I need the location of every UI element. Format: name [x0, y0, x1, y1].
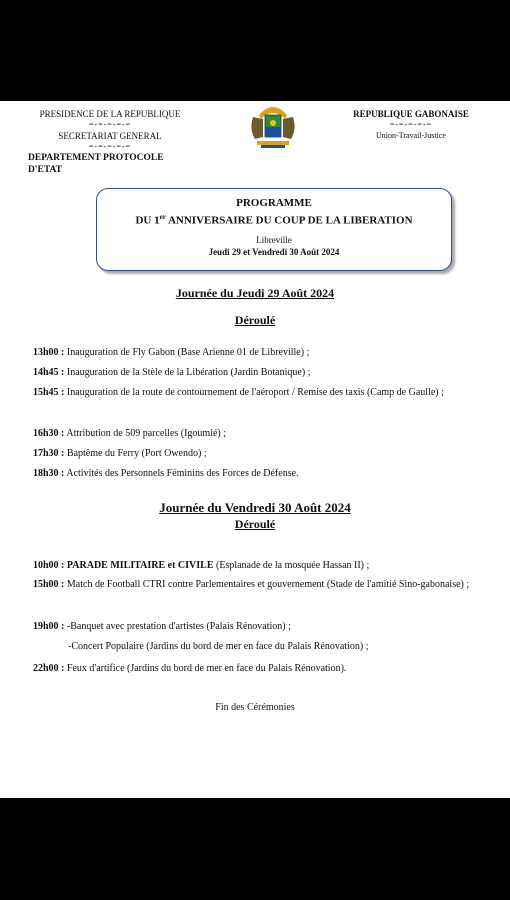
time-label: 22h00 :: [33, 663, 65, 674]
republic-motto: Union-Travail-Justice: [376, 131, 446, 140]
list-item: 14h45 : Inauguration de la Stèle de la Libération (Jardin Botanique) ;: [33, 367, 311, 378]
list-item: -Concert Populaire (Jardins du bord de mer en face du Palais Rénovation) ;: [68, 641, 369, 652]
day2-subtitle: Déroulé: [234, 517, 276, 531]
issuer-line-secretariat: SECRETARIAT GENERAL: [58, 131, 162, 141]
time-label: 16h30 :: [33, 428, 65, 439]
day1-subtitle: Déroulé: [234, 313, 276, 327]
programme-box: [96, 188, 452, 271]
republic-name: REPUBLIQUE GABONAISE: [353, 109, 469, 119]
list-item: 19h00 : -Banquet avec prestation d'artistes (Palais Rénovation) ;: [33, 621, 291, 632]
list-item: 18h30 : Activités des Personnels Féminins des Forces de Défense.: [33, 468, 299, 479]
republic-block: [338, 108, 484, 142]
time-label: 13h00 :: [33, 347, 65, 358]
list-item: 22h00 : Feux d'artifice (Jardins du bord de mer en face du Palais Rénovation).: [33, 663, 347, 674]
event-highlight: PARADE MILITAIRE et CIVILE: [64, 560, 214, 571]
separator: =-=-=-=-=: [389, 120, 433, 129]
issuer-block: [30, 108, 190, 176]
document-page: [0, 101, 510, 798]
time-label: 15h00 :: [33, 579, 65, 590]
issuer-line-department: DEPARTEMENT PROTOCOLE D'ETAT: [28, 153, 164, 175]
issuer-line-presidence: PRESIDENCE DE LA REPUBLIQUE: [39, 109, 181, 119]
coat-of-arms-icon: [245, 101, 301, 151]
list-item: 17h30 : Baptême du Ferry (Port Owendo) ;: [33, 448, 207, 459]
time-label: 19h00 :: [33, 621, 65, 632]
separator: =-=-=-=-=: [88, 120, 132, 129]
list-item: 15h45 : Inauguration de la route de contournement de l'aéroport / Remise des taxis (Camp de Gaulle) ;: [33, 387, 444, 398]
time-label: 14h45 :: [33, 367, 65, 378]
list-item: 16h30 : Attribution de 509 parcelles (Igoumié) ;: [33, 428, 227, 439]
day2-title: Journée du Vendredi 30 Août 2024: [159, 500, 351, 515]
time-label: 15h45 :: [33, 387, 65, 398]
programme-title: PROGRAMME: [236, 197, 312, 209]
time-label: 10h00 :: [33, 560, 65, 571]
time-label: 17h30 :: [33, 448, 65, 459]
day1-title: Journée du Jeudi 29 Août 2024: [175, 286, 335, 300]
time-label: 18h30 :: [33, 468, 65, 479]
list-item: 10h00 : PARADE MILITAIRE et CIVILE (Esplanade de la mosquée Hassan II) ;: [33, 560, 370, 571]
list-item: 15h00 : Match de Football CTRI contre Parlementaires et gouvernement (Stade de l'amitié Sino-gabonaise) ;: [33, 579, 470, 590]
programme-subtitle: DU 1er ANNIVERSAIRE DU COUP DE LA LIBERATION: [135, 213, 413, 227]
programme-dates: Jeudi 29 et Vendredi 30 Août 2024: [208, 246, 340, 257]
closing-line: Fin des Cérémonies: [215, 702, 295, 713]
list-item: 13h00 : Inauguration de Fly Gabon (Base Arienne 01 de Libreville) ;: [33, 347, 310, 358]
programme-city: Libreville: [256, 234, 292, 245]
separator: =-=-=-=-=: [88, 142, 132, 151]
